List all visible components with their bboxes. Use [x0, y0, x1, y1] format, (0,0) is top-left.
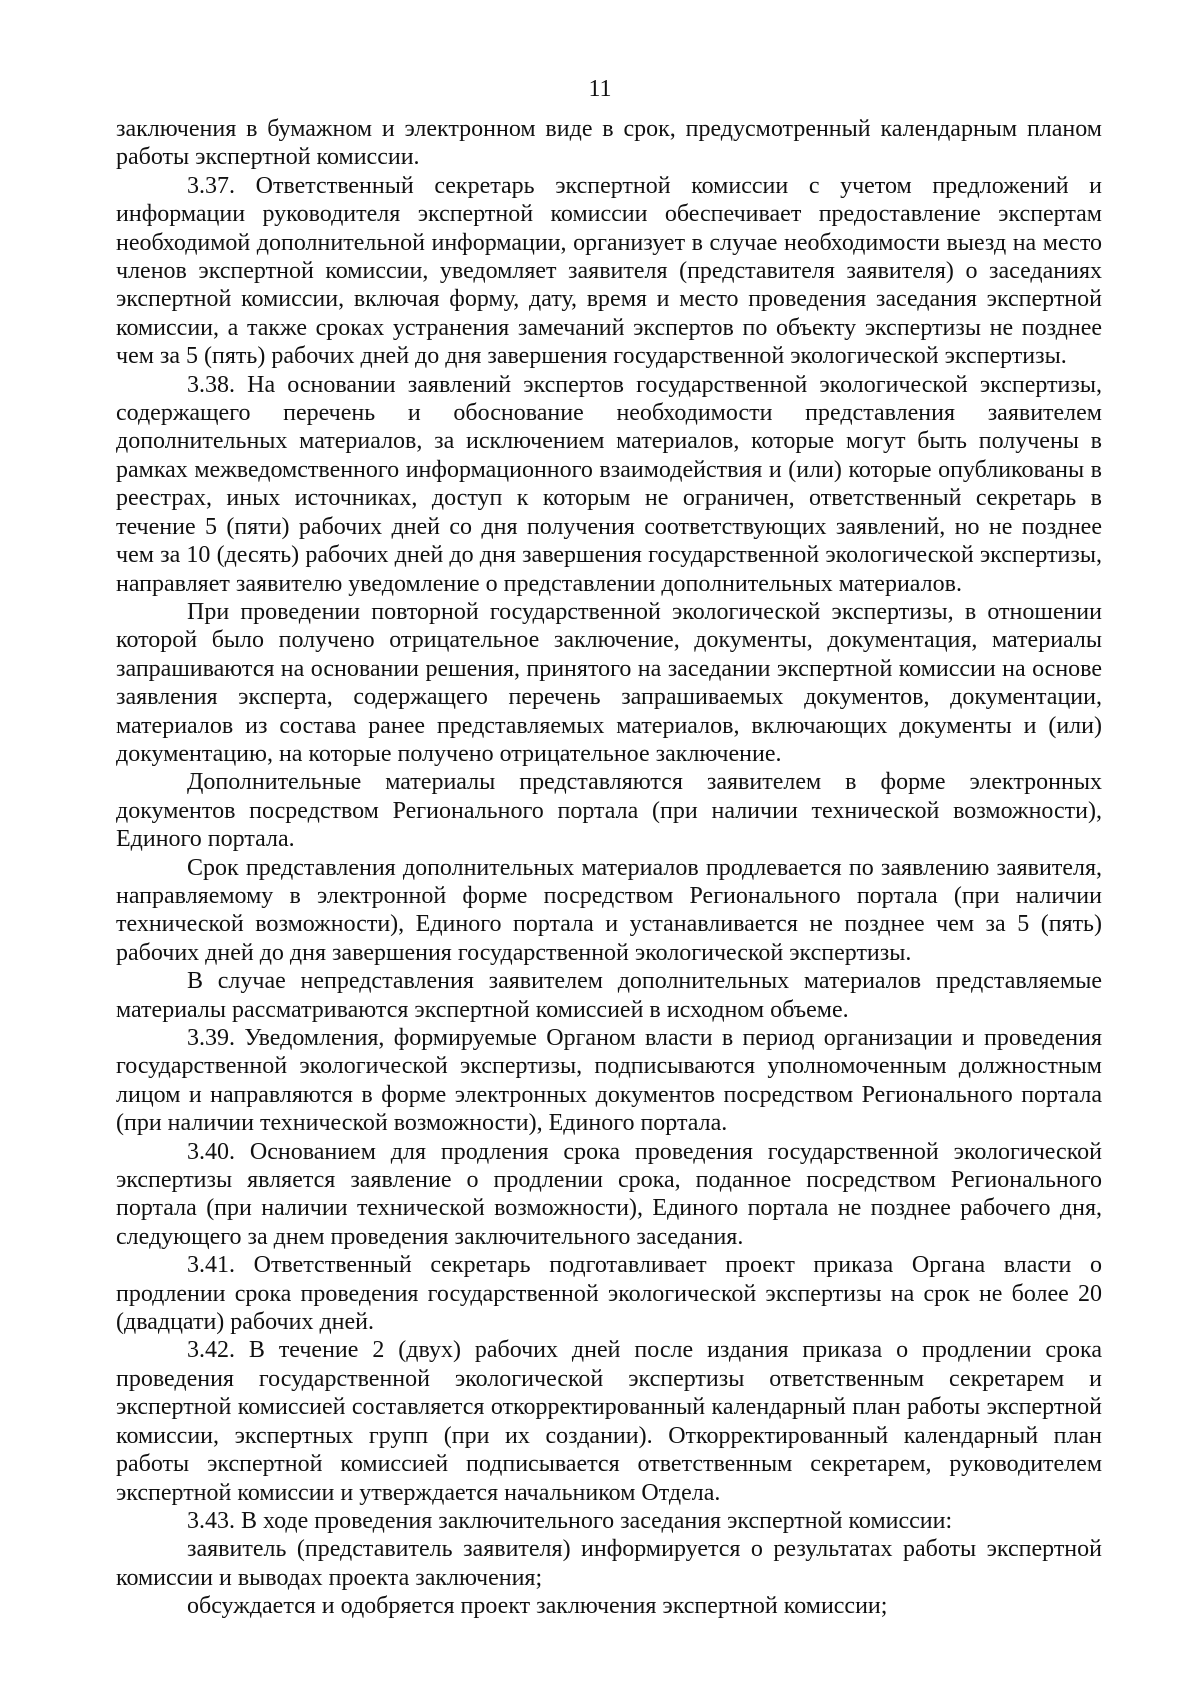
- paragraph-additional-materials: Дополнительные материалы представляются заявителем в форме электронных документов посредством Регионального портала (при наличии технической возможности), Единого портала.: [116, 769, 1102, 853]
- paragraph-3-43: 3.43. В ходе проведения заключительного заседания экспертной комиссии:: [187, 1507, 953, 1534]
- paragraph-non-submission: В случае непредставления заявителем дополнительных материалов представляемые материалы рассматриваются экспертной комиссией в исходном объеме.: [116, 968, 1102, 1023]
- document-body: [116, 115, 1102, 1621]
- paragraph-3-38: 3.38. На основании заявлений экспертов государственной экологической экспертизы, содержащего перечень и обоснование необходимости представления заявителем дополнительных материалов, за исключением материалов, которые могут быть получены в рамках межведомственного информационного взаимодействия и (или) которые опубликованы в реестрах, иных источниках, доступ к которым не ограничен, ответственный секретарь в течение 5 (пяти) рабочих дней со дня получения соответствующих заявлений, но не позднее чем за 10 (десять) рабочих дней до дня завершения государственной экологической экспертизы, направляет заявителю уведомление о представлении дополнительных материалов.: [116, 371, 1102, 597]
- paragraph-3-41: 3.41. Ответственный секретарь подготавливает проект приказа Органа власти о продлении срока проведения государственной экологической экспертизы на срок не более 20 (двадцати) рабочих дней.: [116, 1252, 1102, 1336]
- paragraph-draft-discussed: обсуждается и одобряется проект заключения экспертной комиссии;: [187, 1593, 888, 1620]
- paragraph-applicant-informed: заявитель (представитель заявителя) информируется о результатах работы экспертной комиссии и выводах проекта заключения;: [116, 1536, 1102, 1591]
- paragraph-continuation: заключения в бумажном и электронном виде в срок, предусмотренный календарным планом работы экспертной комиссии.: [116, 116, 1102, 171]
- paragraph-repeat-expertise: При проведении повторной государственной экологической экспертизы, в отношении которой было получено отрицательное заключение, документы, документация, материалы запрашиваются на основании решения, принятого на заседании экспертной комиссии на основе заявления эксперта, содержащего перечень запрашиваемых документов, документации, материалов из состава ранее представляемых материалов, включающих документы и (или) документацию, на которые получено отрицательное заключение.: [116, 598, 1102, 767]
- page-number: 11: [588, 76, 612, 102]
- paragraph-3-37: 3.37. Ответственный секретарь экспертной комиссии с учетом предложений и информации руководителя экспертной комиссии обеспечивает предоставление экспертам необходимой дополнительной информации, организует в случае необходимости выезд на место членов экспертной комиссии, уведомляет заявителя (представителя заявителя) о заседаниях экспертной комиссии, включая форму, дату, время и место проведения заседания экспертной комиссии, а также сроках устранения замечаний экспертов по объекту экспертизы не позднее чем за 5 (пять) рабочих дней до дня завершения государственной экологической экспертизы.: [116, 172, 1102, 370]
- paragraph-materials-deadline: Срок представления дополнительных материалов продлевается по заявлению заявителя, направляемому в электронной форме посредством Регионального портала (при наличии технической возможности), Единого портала и устанавливается не позднее чем за 5 (пять) рабочих дней до дня завершения государственной экологической экспертизы.: [116, 854, 1102, 966]
- paragraph-3-39: 3.39. Уведомления, формируемые Органом власти в период организации и проведения государственной экологической экспертизы, подписываются уполномоченным должностным лицом и направляются в форме электронных документов посредством Регионального портала (при наличии технической возможности), Единого портала.: [116, 1025, 1102, 1137]
- paragraph-3-40: 3.40. Основанием для продления срока проведения государственной экологической экспертизы является заявление о продлении срока, поданное посредством Регионального портала (при наличии технической возможности), Единого портала не позднее рабочего дня, следующего за днем проведения заключительного заседания.: [116, 1138, 1102, 1250]
- paragraph-3-42: 3.42. В течение 2 (двух) рабочих дней после издания приказа о продлении срока проведения государственной экологической экспертизы ответственным секретарем и экспертной комиссией составляется откорректированный календарный план работы экспертной комиссии, экспертных групп (при их создании). Откорректированный календарный план работы экспертной комиссией подписывается ответственным секретарем, руководителем экспертной комиссии и утверждается начальником Отдела.: [116, 1337, 1102, 1506]
